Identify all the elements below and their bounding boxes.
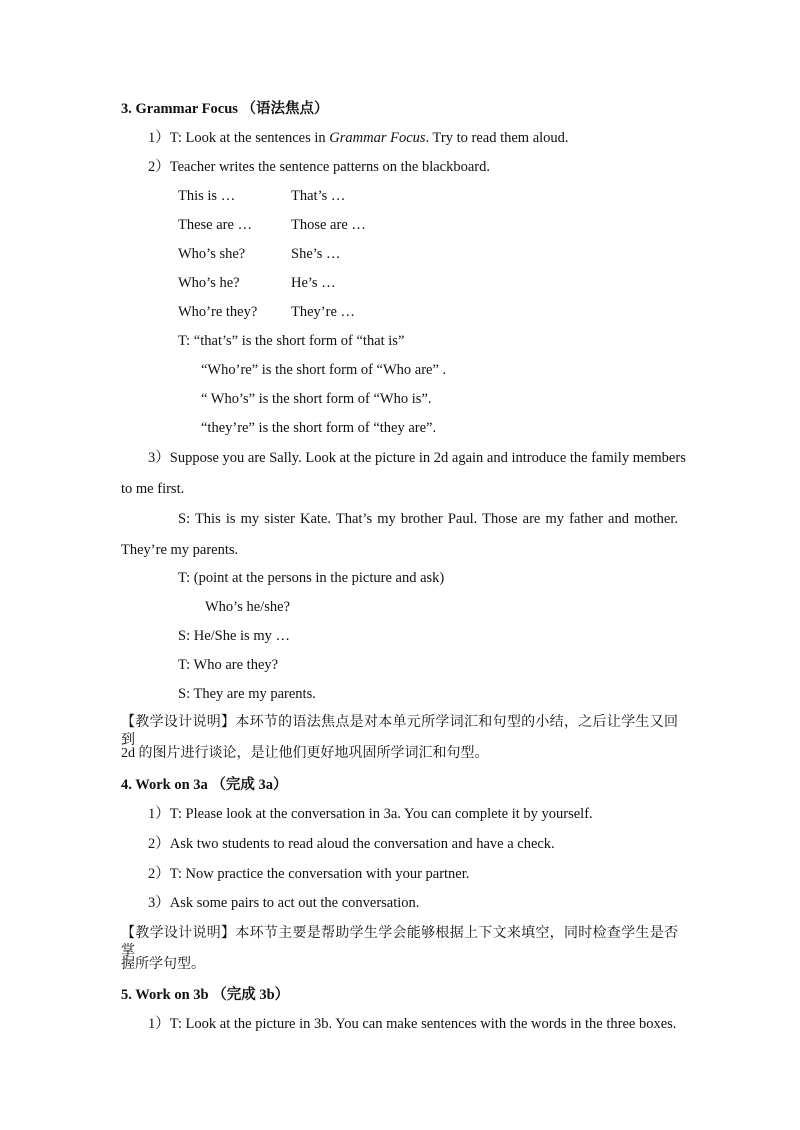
pattern-left: Who’s she? (178, 246, 246, 262)
pattern-left: These are … (178, 217, 253, 233)
design-note-3a-line1: 【教学设计说明】本环节主要是帮助学生学会能够根据上下文来填空，同时检查学生是否掌 (121, 926, 678, 959)
pattern-left: Who’s he? (178, 275, 240, 291)
pattern-right: She’s … (291, 246, 341, 262)
design-note-3a-line2: 握所学句型。 (121, 957, 205, 972)
section-heading-work-3a: 4. Work on 3a （完成 3a） (121, 777, 288, 793)
dialog-line: S: They are my parents. (178, 686, 316, 702)
design-note-grammar-line2: 2d 的图片进行谈论，是让他们更好地巩固所学词汇和句型。 (121, 746, 489, 761)
student-answer-line1: S: This is my sister Kate. That’s my brother Paul. Those are my father and mother. (178, 511, 678, 527)
short-form-line: “they’re” is the short form of “they are”. (201, 420, 437, 436)
dialog-line: T: Who are they? (178, 657, 279, 673)
dialog-line: Who’s he/she? (205, 599, 290, 615)
work-3a-step: 2）T: Now practice the conversation with your partner. (148, 866, 470, 882)
pattern-left: Who’re they? (178, 304, 258, 320)
work-3a-step: 3）Ask some pairs to act out the conversation. (148, 895, 420, 911)
work-3a-step: 1）T: Please look at the conversation in 3a. You can complete it by yourself. (148, 806, 593, 822)
student-answer-line2: They’re my parents. (121, 542, 239, 558)
dialog-line: T: (point at the persons in the picture and ask) (178, 570, 445, 586)
pattern-right: That’s … (291, 188, 346, 204)
grammar-step-1-pre: 1）T: Look at the sentences in (148, 130, 330, 146)
work-3a-step: 2）Ask two students to read aloud the conversation and have a check. (148, 836, 555, 852)
section-heading-work-3b: 5. Work on 3b （完成 3b） (121, 987, 290, 1003)
short-form-line: “Who’re” is the short form of “Who are” . (201, 362, 447, 378)
short-form-line: T: “that’s” is the short form of “that is” (178, 333, 405, 349)
pattern-left: This is … (178, 188, 236, 204)
grammar-step-1-emphasis: Grammar Focus (329, 130, 426, 146)
short-form-line: “ Who’s” is the short form of “Who is”. (201, 391, 432, 407)
grammar-step-1 (148, 129, 569, 147)
pattern-right: They’re … (291, 304, 356, 320)
design-note-grammar-line1: 【教学设计说明】本环节的语法焦点是对本单元所学词汇和句型的小结，之后让学生又回到 (121, 715, 678, 748)
dialog-line: S: He/She is my … (178, 628, 290, 644)
grammar-step-3-line2: to me first. (121, 481, 185, 497)
work-3b-step: 1）T: Look at the picture in 3b. You can make sentences with the words in the three boxes. (148, 1016, 677, 1032)
section-heading-grammar-focus: 3. Grammar Focus （语法焦点） (121, 101, 329, 117)
grammar-step-1-post: . Try to read them aloud. (425, 130, 569, 146)
pattern-right: Those are … (291, 217, 366, 233)
pattern-right: He’s … (291, 275, 336, 291)
grammar-step-3-line1: 3）Suppose you are Sally. Look at the picture in 2d again and introduce the family members (148, 450, 686, 466)
grammar-step-2: 2）Teacher writes the sentence patterns on the blackboard. (148, 159, 491, 175)
